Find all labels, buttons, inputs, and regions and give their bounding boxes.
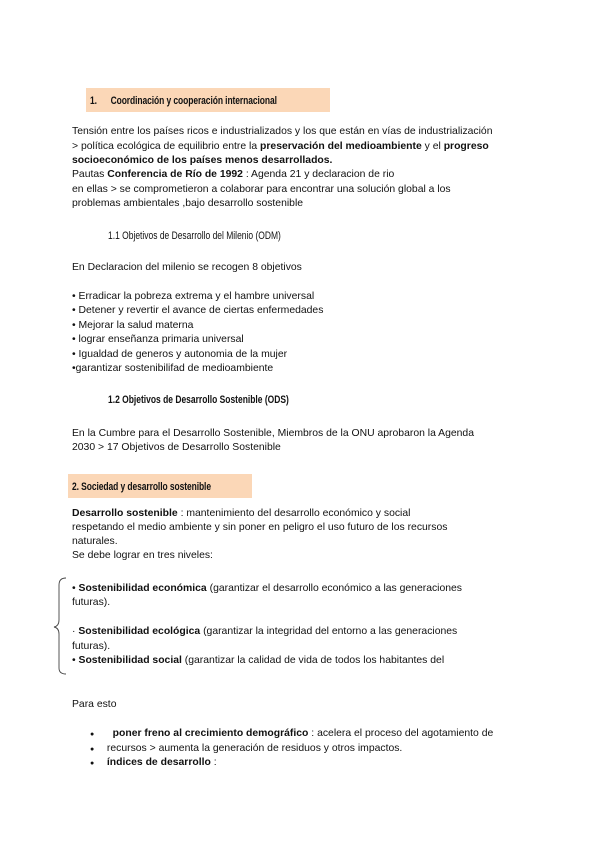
definition-line1: Desarrollo sostenible : mantenimiento del desarrollo económico y social (72, 508, 411, 519)
odm-intro: En Declaracion del milenio se recogen 8 objetivos (72, 262, 302, 273)
section1-line6: problemas ambientales ,bajo desarrollo sostenible (72, 198, 304, 209)
list-item: ● índices de desarrollo : (90, 756, 217, 772)
odm-item: • Mejorar la salud materna (72, 320, 194, 331)
section2-title: 2. Sociedad y desarrollo sostenible (72, 481, 211, 493)
section1-line2: > política ecológica de equilibrio entre la preservación del medioambiente y el progreso (72, 141, 489, 152)
level-economica-cont: futuras). (72, 597, 111, 608)
curly-brace-icon (52, 576, 72, 676)
ods-line2: 2030 > 17 Objetivos de Desarrollo Sostenible (72, 442, 281, 453)
definition-line4: Se debe lograr en tres niveles: (72, 550, 213, 561)
bullet-icon: ● (90, 746, 95, 753)
list-item: ● poner freno al crecimiento demográfico : acelera el proceso del agotamiento de (90, 727, 493, 743)
bullet-icon: ● (90, 760, 95, 767)
section1-line3: socioeconómico de los países menos desarrollados. (72, 155, 333, 166)
section1-title: Coordinación y cooperación internacional (110, 95, 277, 107)
section1-line1: Tensión entre los países ricos e industrializados y los que están en vías de industrialización (72, 126, 493, 137)
subsection-1-2-title: 1.2 Objetivos de Desarrollo Sostenible (ODS) (108, 394, 289, 406)
section2-heading (68, 474, 252, 498)
subsection-1-1-title: 1.1 Objetivos de Desarrollo del Milenio (ODM) (108, 230, 281, 242)
list-item: ● recursos > aumenta la generación de residuos y otros impactos. (90, 742, 402, 758)
odm-item: • Igualdad de generos y autonomia de la mujer (72, 349, 288, 360)
level-ecologica: · Sostenibilidad ecológica (garantizar la integridad del entorno a las generaciones (72, 626, 458, 637)
ods-line1: En la Cumbre para el Desarrollo Sostenible, Miembros de la ONU aprobaron la Agenda (72, 428, 474, 439)
level-ecologica-cont: futuras). (72, 641, 111, 652)
definition-line3: naturales. (72, 536, 118, 547)
definition-line2: respetando el medio ambiente y sin poner en peligro el uso futuro de los recursos (72, 522, 448, 533)
odm-item: • Erradicar la pobreza extrema y el hambre universal (72, 291, 315, 302)
odm-item: • Detener y revertir el avance de ciertas enfermedades (72, 305, 324, 316)
section1-number: 1. (90, 95, 97, 107)
level-economica: • Sostenibilidad económica (garantizar el desarrollo económico a las generaciones (72, 583, 463, 594)
section1-line4: Pautas Conferencia de Río de 1992 : Agenda 21 y declaracion de rio (72, 169, 395, 180)
bullet-icon: ● (90, 731, 95, 738)
section1-heading (86, 88, 330, 112)
odm-item: • lograr enseñanza primaria universal (72, 334, 244, 345)
section1-line5: en ellas > se comprometieron a colaborar para encontrar una solución global a los (72, 184, 451, 195)
level-social: • Sostenibilidad social (garantizar la calidad de vida de todos los habitantes del (72, 655, 445, 666)
para-esto: Para esto (72, 699, 117, 710)
odm-item: •garantizar sostenibilifad de medioambiente (72, 363, 274, 374)
